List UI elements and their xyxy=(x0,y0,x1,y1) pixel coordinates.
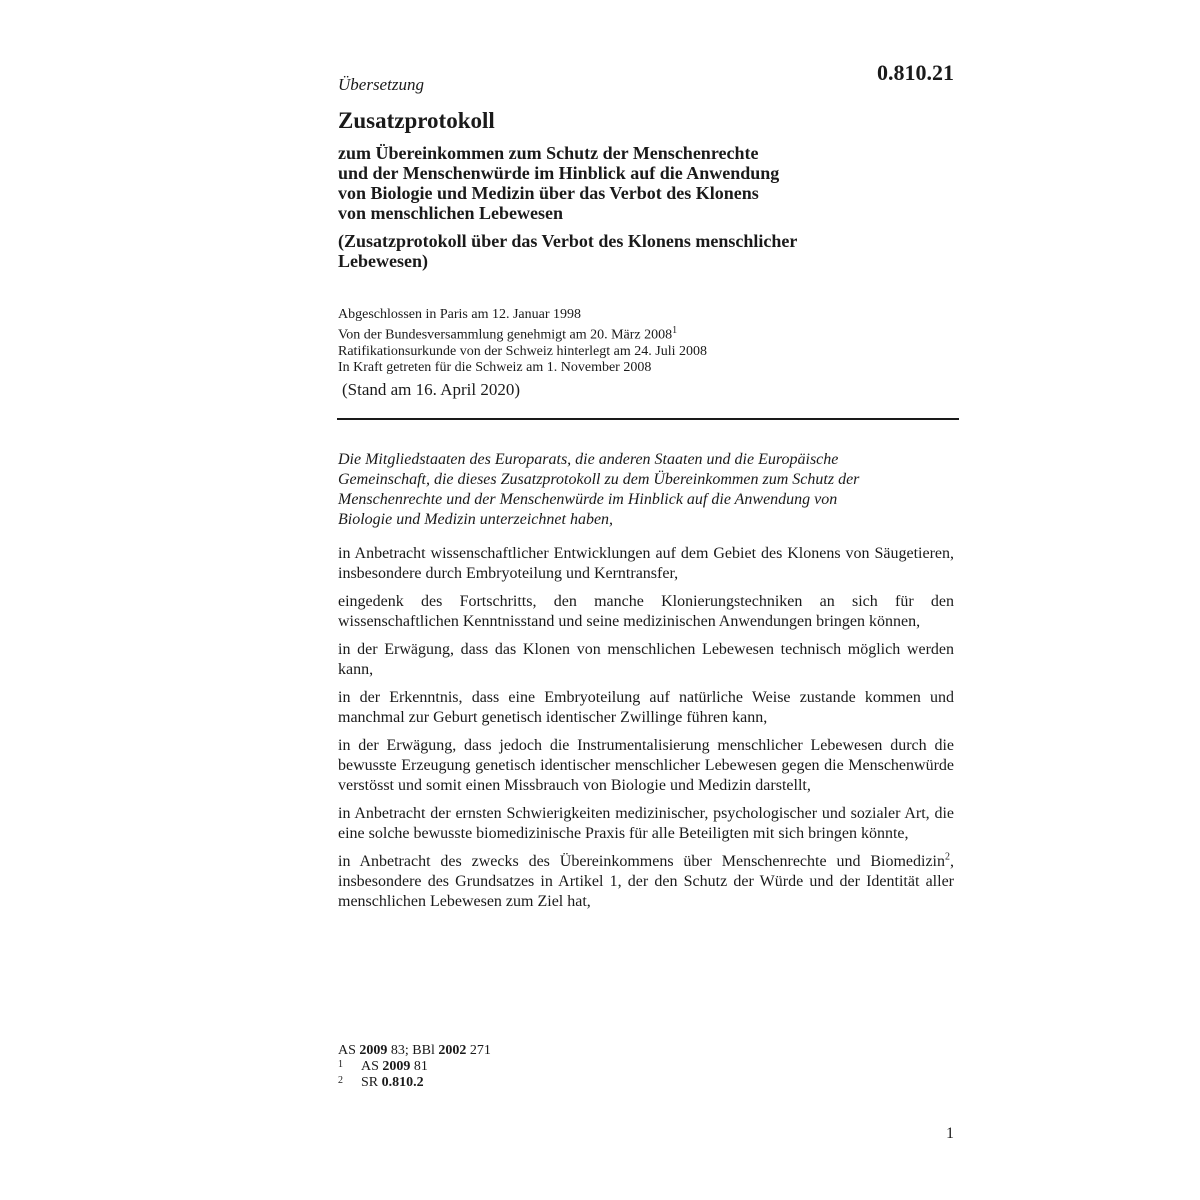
footnote-suffix: 81 xyxy=(410,1059,428,1074)
preamble-paragraph: in der Erwägung, dass das Klonen von menschlichen Lebewesen technisch möglich werden kann, xyxy=(338,641,954,678)
document-dates xyxy=(338,307,938,376)
footnote-bold: 0.810.2 xyxy=(381,1075,424,1090)
subtitle-line: zum Übereinkommen zum Schutz der Menschenrechte xyxy=(338,143,759,163)
footnote-item xyxy=(338,1059,938,1075)
preamble-paragraph: in Anbetracht der ernsten Schwierigkeiten medizinischer, psychologischer und sozialer Art, die eine solche bewusste biomedizinische Praxis für alle Beteiligten mit sich bringen könnte, xyxy=(338,805,954,842)
footnotes xyxy=(338,1043,938,1091)
preamble-intro-line: Menschenrechte und der Menschenwürde im Hinblick auf die Anwendung von xyxy=(338,491,838,508)
sr-number: 0.810.21 xyxy=(877,60,954,85)
preamble-paragraph: in der Erkenntnis, dass eine Embryoteilung auf natürliche Weise zustande kommen und manchmal zur Geburt genetisch identischer Zwillinge führen kann, xyxy=(338,689,954,726)
footnote-item xyxy=(338,1075,938,1091)
subtitle-line: und der Menschenwürde im Hinblick auf die Anwendung xyxy=(338,163,780,183)
footnote-ref: 2 xyxy=(945,851,950,863)
source-reference xyxy=(338,1043,938,1059)
preamble-paragraph: in der Erwägung, dass jedoch die Instrumentalisierung menschlicher Lebewesen durch die bewusste Erzeugung genetisch identischer menschlicher Lebewesen gegen die Menschenwürde verstösst und somit einen Missbrauch von Biologie und Medizin darstellt, xyxy=(338,737,954,794)
in-force-date: In Kraft getreten für die Schweiz am 1. November 2008 xyxy=(338,359,652,375)
document-short-title xyxy=(338,231,938,271)
source-year: 2009 xyxy=(359,1043,388,1058)
page-number: 1 xyxy=(946,1125,954,1142)
preamble-paragraph xyxy=(338,852,954,912)
footnote-text xyxy=(361,1075,424,1091)
translation-label: Übersetzung xyxy=(338,75,424,94)
preamble-body xyxy=(338,544,954,920)
ratified-date: Ratifikationsurkunde von der Schweiz hinterlegt am 24. Juli 2008 xyxy=(338,343,707,359)
concluded-date: Abgeschlossen in Paris am 12. Januar 1998 xyxy=(338,307,582,322)
footnote-bold: 2009 xyxy=(382,1059,411,1074)
header-divider xyxy=(337,418,959,420)
footnote-ref: 1 xyxy=(672,325,678,336)
footnote-number: 2 xyxy=(338,1075,343,1086)
stand-date: (Stand am 16. April 2020) xyxy=(342,380,521,399)
source-text: 83; BBl xyxy=(387,1043,439,1058)
short-title-line: Lebewesen) xyxy=(338,251,428,271)
source-text: AS xyxy=(338,1043,360,1058)
document-subtitle xyxy=(338,143,938,223)
subtitle-line: von menschlichen Lebewesen xyxy=(338,203,563,223)
footnote-prefix: AS xyxy=(361,1059,383,1074)
preamble-paragraph: eingedenk des Fortschritts, den manche Klonierungstechniken an sich für den wissenschaftlichen Kenntnisstand und seine medizinischen Anwendungen bringen können, xyxy=(338,593,954,630)
approved-text: Von der Bundesversammlung genehmigt am 20. März 2008 xyxy=(338,327,673,343)
short-title-line: (Zusatzprotokoll über das Verbot des Klonens menschlicher xyxy=(338,231,798,251)
preamble-intro-line: Die Mitgliedstaaten des Europarats, die anderen Staaten und die Europäische xyxy=(338,451,839,468)
footnote-number: 1 xyxy=(338,1059,343,1070)
document-title: Zusatzprotokoll xyxy=(338,108,495,133)
preamble-paragraph: in Anbetracht wissenschaftlicher Entwicklungen auf dem Gebiet des Klonens von Säugetieren, insbesondere durch Embryoteilung und Kerntransfer, xyxy=(338,545,954,582)
preamble-intro xyxy=(338,450,938,530)
footnote-text xyxy=(361,1059,428,1075)
paragraph-text: in Anbetracht des zwecks des Übereinkommens über Menschenrechte und Biomedizin xyxy=(338,853,945,870)
source-text: 271 xyxy=(466,1043,491,1058)
subtitle-line: von Biologie und Medizin über das Verbot des Klonens xyxy=(338,183,759,203)
footnote-prefix: SR xyxy=(361,1075,382,1090)
paragraph-text: , insbesondere des Grundsatzes in Artikel 1, der den Schutz der Würde und der Identität aller menschlichen Lebewesen zum Ziel hat, xyxy=(338,853,954,910)
source-year: 2002 xyxy=(438,1043,467,1058)
preamble-intro-line: Biologie und Medizin unterzeichnet haben, xyxy=(338,511,614,528)
preamble-intro-line: Gemeinschaft, die dieses Zusatzprotokoll zu dem Übereinkommen zum Schutz der xyxy=(338,471,860,488)
approved-date xyxy=(338,323,938,344)
